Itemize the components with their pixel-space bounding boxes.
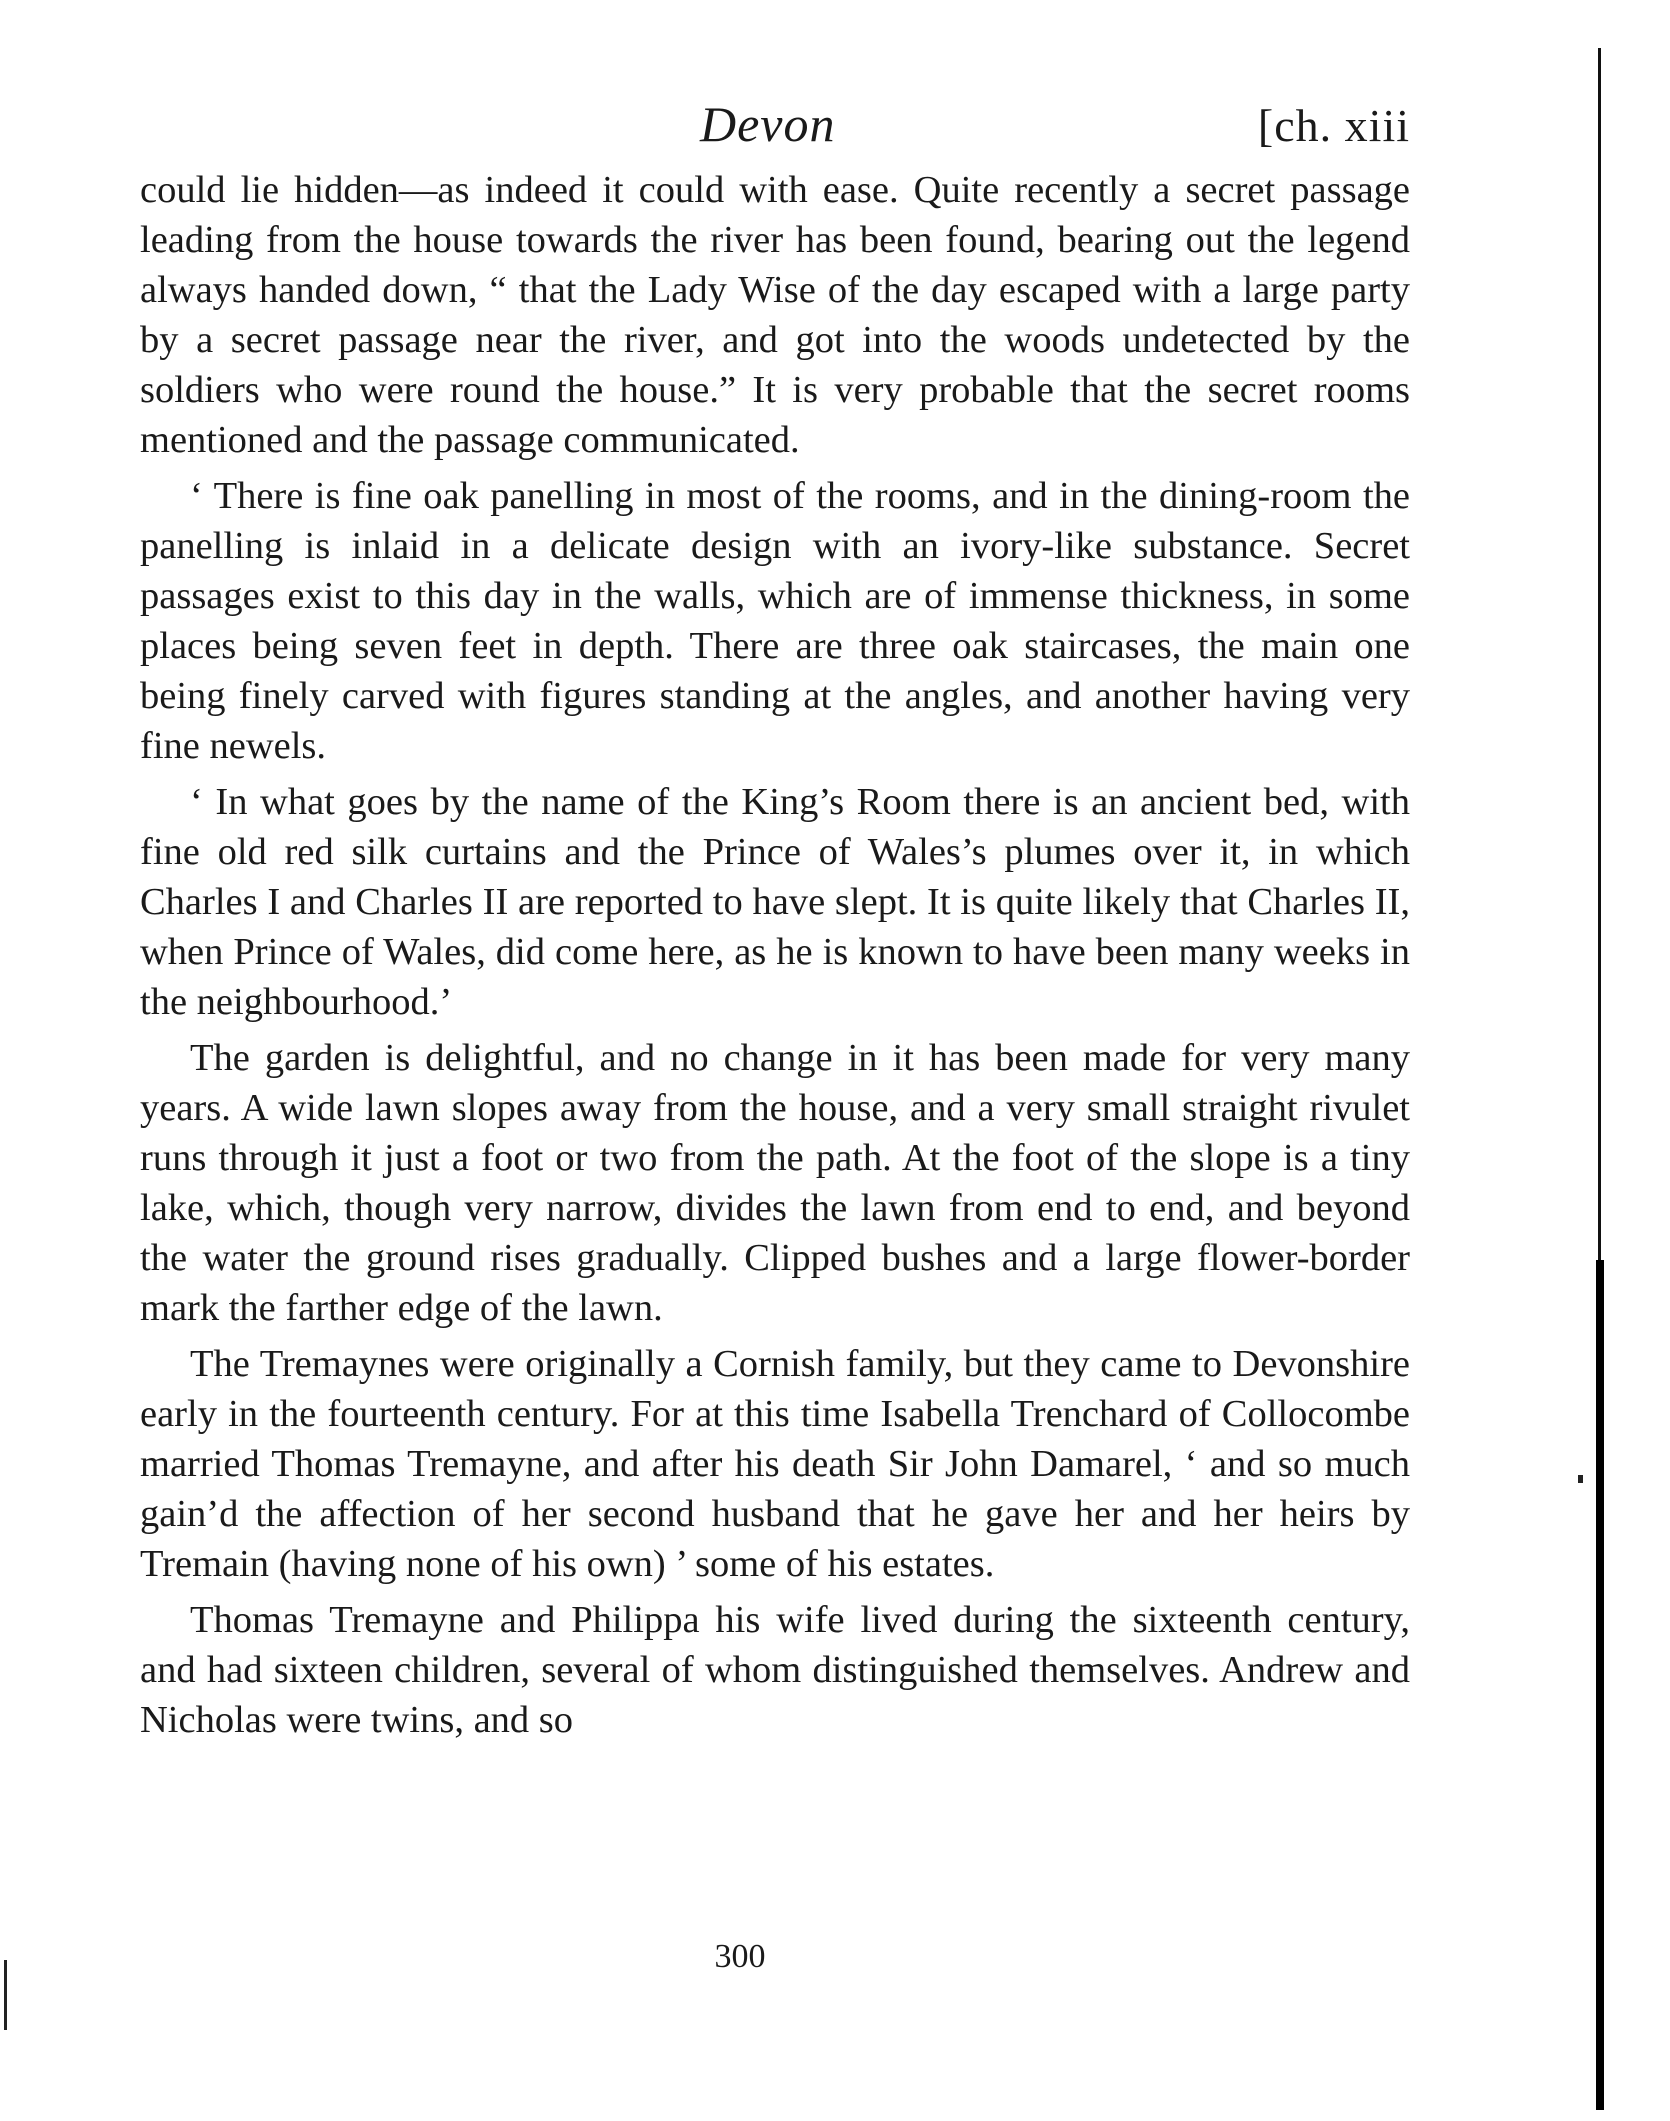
paragraph: could lie hidden—as indeed it could with ease. Quite recently a secret passage leading from the house towards the river has been found, bearing out the legend always handed down, “ that the Lady Wise of the day escaped with a large party by a secret passage near the river, and got into the woods undetected by the soldiers who were round the house.” It is very probable that the secret rooms mentioned and the passage communicated. (140, 169, 1410, 461)
page-number: 300 (714, 1938, 766, 1975)
paragraph: Thomas Tremayne and Philippa his wife lived during the sixteenth century, and had sixteen children, several of whom distinguished themselves. Andrew and Nicholas were twins, and so (140, 1599, 1410, 1741)
body-text (140, 165, 1410, 1751)
chapter-reference: [ch. xiii (1257, 100, 1410, 151)
paragraph: ‘ In what goes by the name of the King’s Room there is an ancient bed, with fine old red silk curtains and the Prince of Wales’s plumes over it, in which Charles I and Charles II are reported to have slept. It is quite likely that Charles II, when Prince of Wales, did come here, as he is known to have been many weeks in the neighbourhood.’ (140, 781, 1410, 1023)
paragraph: The garden is delightful, and no change in it has been made for very many years. A wide lawn slopes away from the house, and a very small straight rivulet runs through it just a foot or two from the path. At the foot of the slope is a tiny lake, which, though very narrow, divides the lawn from end to end, and beyond the water the ground rises gradually. Clipped bushes and a large flower-border mark the farther edge of the lawn. (140, 1037, 1410, 1329)
paragraph: ‘ There is fine oak panelling in most of the rooms, and in the dining-room the panelling is inlaid in a delicate design with an ivory-like substance. Secret passages exist to this day in the walls, which are of immense thickness, in some places being seven feet in depth. There are three oak staircases, the main one being finely carved with figures standing at the angles, and another having very fine newels. (140, 475, 1410, 767)
scan-margin-mark (4, 1960, 7, 2030)
page-header (140, 95, 1410, 165)
scan-edge-shadow (1596, 1260, 1604, 2110)
paragraph: The Tremaynes were originally a Cornish family, but they came to Devonshire early in the fourteenth century. For at this time Isabella Trenchard of Collocombe married Thomas Tremayne, and after his death Sir John Damarel, ‘ and so much gain’d the affection of her second husband that he gave her and her heirs by Tremain (having none of his own) ’ some of his estates. (140, 1343, 1410, 1585)
running-title: Devon (700, 96, 836, 152)
scan-speck (1578, 1475, 1583, 1483)
